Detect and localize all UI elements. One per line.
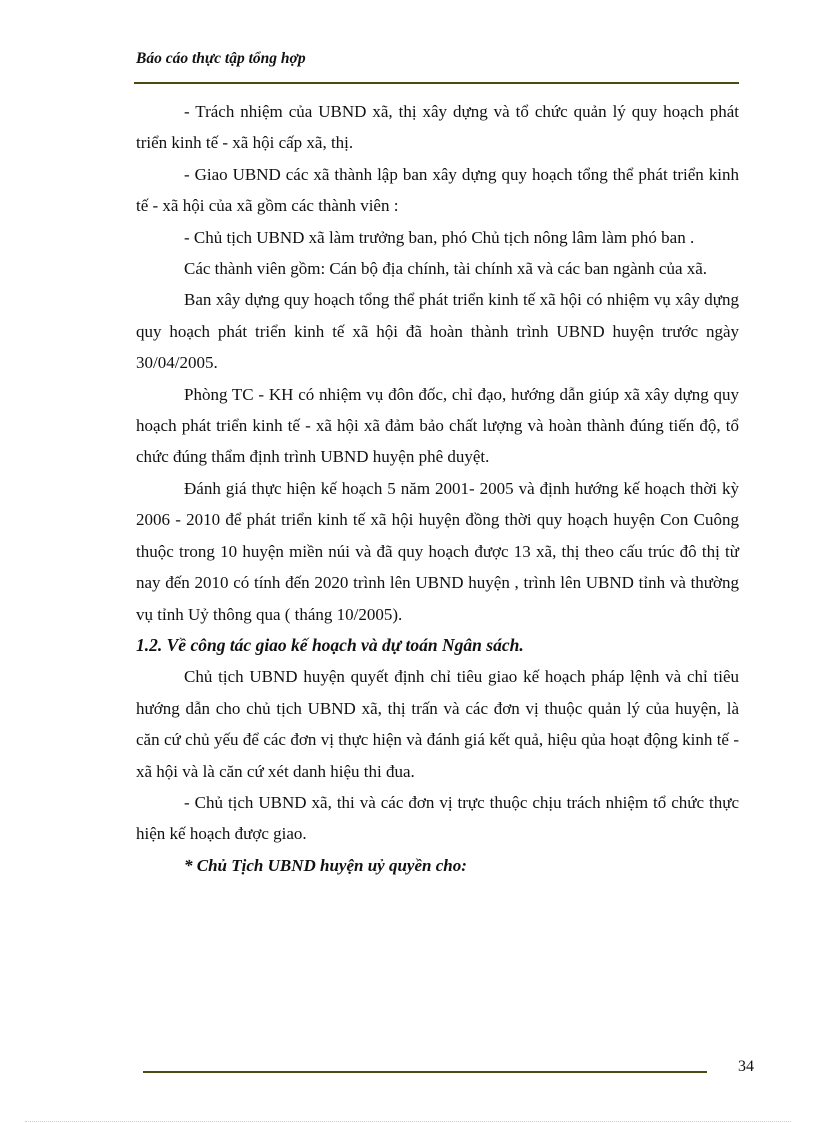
paragraph: - Chủ tịch UBND xã, thi và các đơn vị trực thuộc chịu trách nhiệm tổ chức thực hiện kế hoạch được giao. — [136, 792, 739, 844]
emphasis-line: * Chủ Tịch UBND huyện uỷ quyền cho: — [184, 855, 467, 875]
page-header-title: Báo cáo thực tập tổng hợp — [136, 50, 306, 67]
paragraph: - Chủ tịch UBND xã làm trưởng ban, phó Chủ tịch nông lâm làm phó ban . — [184, 227, 695, 247]
paragraph: Ban xây dựng quy hoạch tổng thể phát triển kinh tế xã hội có nhiệm vụ xây dựng quy hoạch phát triển kinh tế xã hội đã hoàn thành trình UBND huyện trước ngày 30/04/2005. — [136, 290, 739, 373]
footer-divider — [143, 1071, 707, 1073]
paragraph: Các thành viên gồm: Cán bộ địa chính, tài chính xã và các ban ngành của xã. — [184, 259, 708, 279]
page-edge-divider — [25, 1121, 791, 1122]
header-divider — [134, 82, 739, 84]
paragraph: - Giao UBND các xã thành lập ban xây dựng quy hoạch tổng thể phát triển kinh tế - xã hội của xã gồm các thành viên : — [136, 164, 739, 216]
paragraph: Đánh giá thực hiện kế hoạch 5 năm 2001- 2005 và định hướng kế hoạch thời kỳ 2006 - 2010 để phát triển kinh tế xã hội huyện đồng thời quy hoạch huyện Con Cuông thuộc trong 10 huyện miền núi và đã quy hoạch được 13 xã, thị theo cấu trúc đô thị từ nay đến 2010 có tính đến 2020 trình lên UBND huyện , trình lên UBND tỉnh và thường vụ tỉnh Uỷ thông qua ( tháng 10/2005). — [136, 478, 739, 624]
document-body — [136, 96, 739, 881]
paragraph: - Trách nhiệm của UBND xã, thị xây dựng và tổ chức quản lý quy hoạch phát triển kinh tế - xã hội cấp xã, thị. — [136, 102, 739, 153]
paragraph: Phòng TC - KH có nhiệm vụ đôn đốc, chỉ đạo, hướng dẫn giúp xã xây dựng quy hoạch phát triển kinh tế - xã hội xã đảm bảo chất lượng và hoàn thành đúng tiến độ, tổ chức đúng thẩm định trình UBND huyện phê duyệt. — [136, 384, 739, 467]
paragraph: Chủ tịch UBND huyện quyết định chỉ tiêu giao kế hoạch pháp lệnh và chỉ tiêu hướng dẫn cho chủ tịch UBND xã, thị trấn và các đơn vị thuộc quản lý của huyện, là căn cứ chủ yếu để các đơn vị thực hiện và đánh giá kết quả, hiệu qủa hoạt động kinh tế - xã hội và là căn cứ xét danh hiệu thi đua. — [136, 667, 739, 781]
page-number: 34 — [738, 1058, 754, 1075]
section-heading: 1.2. Về công tác giao kế hoạch và dự toán Ngân sách. — [136, 634, 524, 655]
